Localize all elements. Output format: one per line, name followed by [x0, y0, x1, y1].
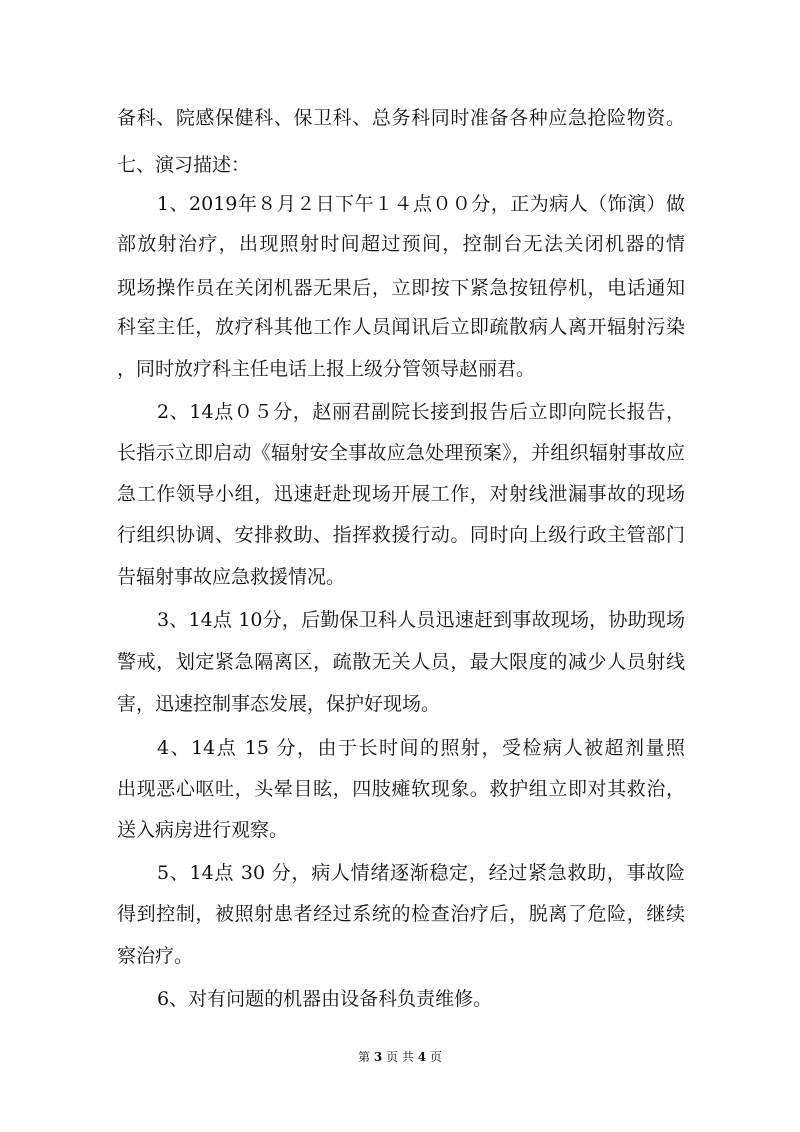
- text-line: 长指示立即启动《辐射安全事故应急处理预案》，并组织辐射事故应: [117, 442, 685, 464]
- text-line: 得到控制，被照射患者经过系统的检查治疗后，脱离了危险，继续: [117, 903, 685, 925]
- text-line: 出现恶心呕吐，头晕目眩，四肢瘫软现象。救护组立即对其救治，: [117, 778, 685, 800]
- text-line: 害，迅速控制事态发展，保护好现场。: [117, 693, 441, 715]
- section-heading: 七、演习描述：: [117, 154, 251, 176]
- text-line: 告辐射事故应急救援情况。: [117, 566, 346, 588]
- current-page-number: 3: [373, 1050, 383, 1064]
- page-footer: [0, 1048, 800, 1066]
- text-line: 备科、院感保健科、保卫科、总务科同时准备各种应急抢险物资。: [117, 107, 685, 129]
- text-line: 察治疗。: [117, 945, 194, 967]
- text-line: 送入病房进行观察。: [117, 819, 289, 841]
- text-line: 1、2019年８月２日下午１４点００分，正为病人（饰演）做: [157, 193, 685, 215]
- total-pages-number: 4: [417, 1050, 427, 1064]
- text-line: 行组织协调、安排救助、指挥救援行动。同时向上级行政主管部门: [117, 524, 685, 546]
- text-line: 3、14点 10分，后勤保卫科人员迅速赶到事故现场，协助现场: [157, 609, 685, 631]
- text-line: ，同时放疗科主任电话上报上级分管领导赵丽君。: [117, 358, 536, 380]
- text-line: 5、14点 30 分，病人情绪逐渐稳定，经过紧急救助，事故险: [157, 862, 685, 884]
- text-line: 4、14点 15 分，由于长时间的照射，受检病人被超剂量照: [157, 737, 685, 759]
- text-line: 急工作领导小组，迅速赶赴现场开展工作，对射线泄漏事故的现场: [117, 483, 685, 505]
- footer-middle: 页 共: [386, 1050, 414, 1064]
- footer-suffix: 页: [429, 1050, 442, 1064]
- footer-prefix: 第: [358, 1050, 371, 1064]
- text-line: 科室主任，放疗科其他工作人员闻讯后立即疏散病人离开辐射污染: [117, 316, 685, 338]
- text-line: 警戒，划定紧急隔离区，疏散无关人员，最大限度的减少人员射线: [117, 651, 685, 673]
- text-line: 6、对有问题的机器由设备科负责维修。: [157, 988, 493, 1010]
- text-line: 现场操作员在关闭机器无果后，立即按下紧急按钮停机，电话通知: [117, 277, 685, 299]
- text-line: 2、14点０５分，赵丽君副院长接到报告后立即向院长报告，: [157, 401, 685, 423]
- text-line: 部放射治疗，出现照射时间超过预间，控制台无法关闭机器的情: [117, 233, 685, 255]
